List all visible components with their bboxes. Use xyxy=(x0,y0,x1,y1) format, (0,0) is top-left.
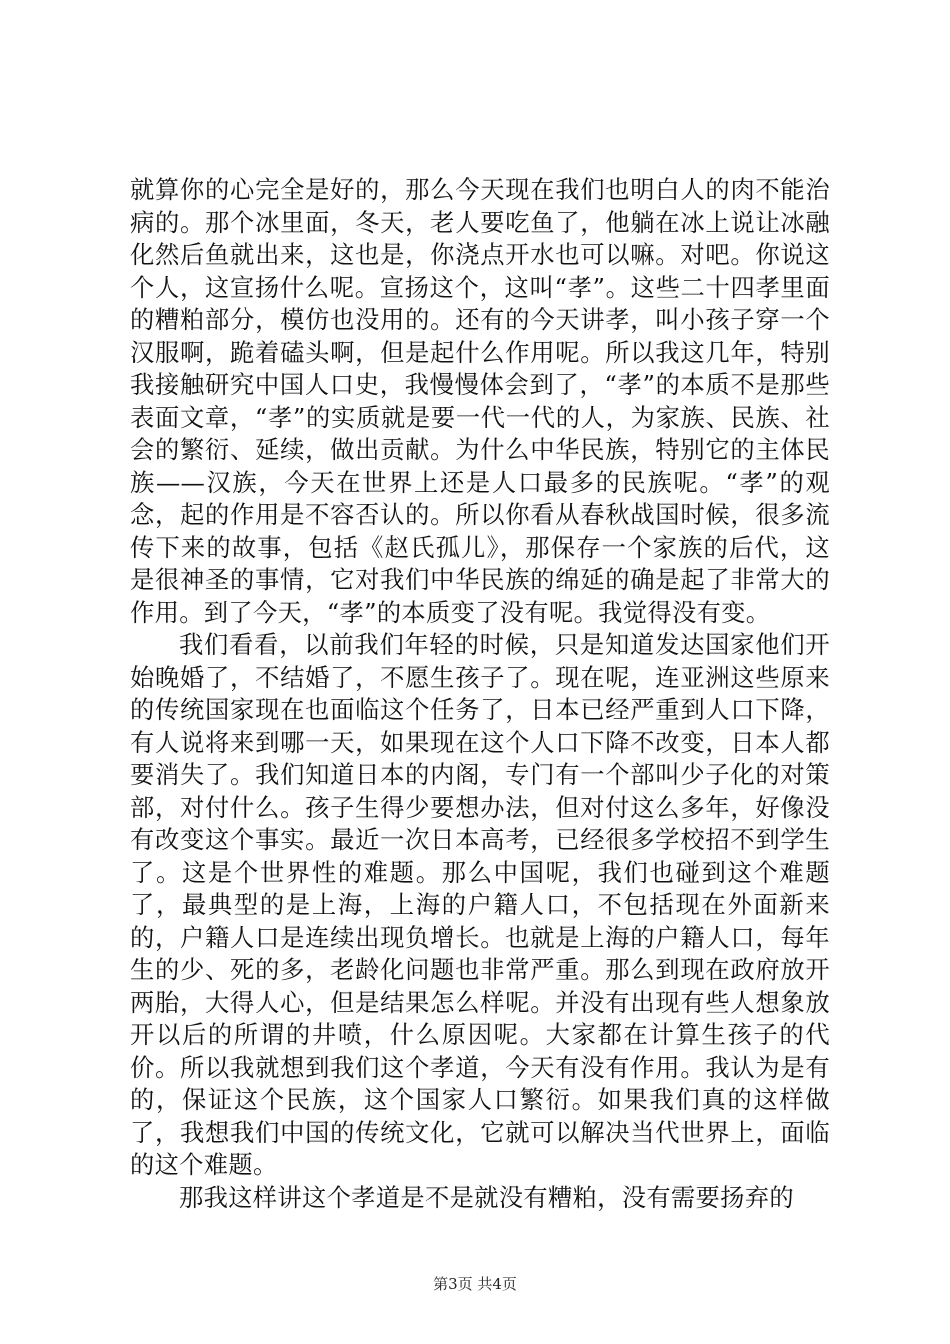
paragraph-2: 我们看看，以前我们年轻的时候，只是知道发达国家他们开始晚婚了，不结婚了，不愿生孩子了。现在呢，连亚洲这些原来的传统国家现在也面临这个任务了，日本已经严重到人口下降，有人说将来到哪一天，如果现在这个人口下降不改变，日本人都要消失了。我们知道日本的内阁，专门有一个部叫少子化的对策部，对付什么。孩子生得少要想办法，但对付这么多年，好像没有改变这个事实。最近一次日本高考，已经很多学校招不到学生了。这是个世界性的难题。那么中国呢，我们也碰到这个难题了，最典型的是上海，上海的户籍人口，不包括现在外面新来的，户籍人口是连续出现负增长。也就是上海的户籍人口，每年生的少、死的多，老龄化问题也非常严重。那么到现在政府放开两胎，大得人心，但是结果怎么样呢。并没有出现有些人想象放开以后的所谓的井喷，什么原因呢。大家都在计算生孩子的代价。所以我就想到我们这个孝道，今天有没有作用。我认为是有的，保证这个民族，这个国家人口繁衍。如果我们真的这样做了，我想我们中国的传统文化，它就可以解决当代世界上，面临的这个难题。 xyxy=(130,630,830,1179)
body-text xyxy=(130,174,830,1214)
paragraph-3: 那我这样讲这个孝道是不是就没有糟粕，没有需要扬弃的 xyxy=(179,1182,794,1212)
paragraph-1: 就算你的心完全是好的，那么今天现在我们也明白人的肉不能治病的。那个冰里面，冬天，老人要吃鱼了，他躺在冰上说让冰融化然后鱼就出来，这也是，你浇点开水也可以嘛。对吧。你说这个人，这宣扬什么呢。宣扬这个，这叫“孝”。这些二十四孝里面的糟粕部分，模仿也没用的。还有的今天讲孝，叫小孩子穿一个汉服啊，跪着磕头啊，但是起什么作用呢。所以我这几年，特别我接触研究中国人口史，我慢慢体会到了，“孝”的本质不是那些表面文章，“孝”的实质就是要一代一代的人，为家族、民族、社会的繁衍、延续，做出贡献。为什么中华民族，特别它的主体民族——汉族，今天在世界上还是人口最多的民族呢。“孝”的观念，起的作用是不容否认的。所以你看从春秋战国时候，很多流传下来的故事，包括《赵氏孤儿》，那保存一个家族的后代，这是很神圣的事情，它对我们中华民族的绵延的确是起了非常大的作用。到了今天，“孝”的本质变了没有呢。我觉得没有变。 xyxy=(130,175,830,627)
page-footer: 第3页 共4页 xyxy=(433,1275,517,1293)
